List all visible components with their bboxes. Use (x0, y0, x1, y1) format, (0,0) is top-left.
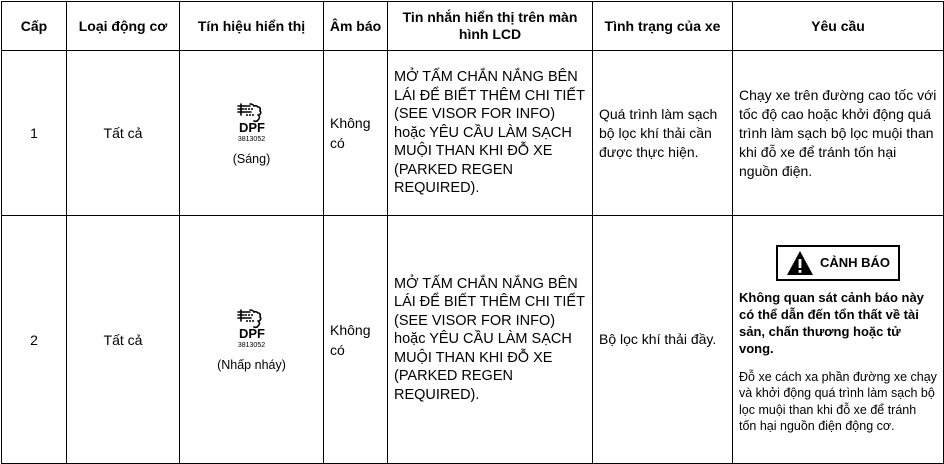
row-sound: Không có (324, 216, 388, 464)
row-status: Bộ lọc khí thải đầy. (593, 216, 733, 464)
warning-bold-text: Không quan sát cảnh báo này có thể dẫn đến tổn thất về tài sản, chấn thương hoặc tử vong. (739, 289, 924, 356)
row-engine: Tất cả (67, 216, 180, 464)
row-level: 2 (2, 216, 67, 464)
dpf-icon (228, 307, 276, 350)
row-lcd: MỞ TẤM CHẮN NẮNG BÊN LÁI ĐỂ BIẾT THÊM CHI TIẾT (SEE VISOR FOR INFO) hoặc YÊU CẦU LÀM SẠCH MUỘI THAN KHI ĐỖ XE (PARKED REGEN REQUIRED). (388, 216, 593, 464)
warning-triangle-icon (786, 250, 814, 276)
header-signal: Tín hiệu hiển thị (180, 2, 324, 51)
dpf-icon-label: DPF (238, 119, 265, 135)
row-request: Chạy xe trên đường cao tốc với tốc độ cao hoặc khởi động quá trình làm sạch bộ lọc muội than khi đỗ xe để tránh tốn hại nguồn điện. (733, 51, 944, 216)
warning-table (1, 1, 944, 464)
warning-instruction: Đỗ xe cách xa phần đường xe chạy và khởi động quá trình làm sạch bộ lọc muội than khi đỗ xe để tránh tốn hại nguồn điện động cơ. (739, 369, 937, 433)
warning-box (776, 245, 900, 281)
row-status: Quá trình làm sạch bộ lọc khí thải cần được thực hiện. (593, 51, 733, 216)
row-level: 1 (2, 51, 67, 216)
dpf-icon (228, 101, 276, 144)
header-engine: Loại động cơ (67, 2, 180, 51)
signal-state: (Sáng) (232, 151, 271, 166)
table-row (2, 216, 944, 464)
header-lcd: Tin nhắn hiển thị trên màn hình LCD (388, 2, 593, 51)
row-signal (180, 216, 324, 464)
row-sound: Không có (324, 51, 388, 216)
signal-state: (Nhấp nháy) (217, 358, 286, 372)
header-request: Yêu cầu (733, 2, 944, 51)
row-engine: Tất cả (67, 51, 180, 216)
dpf-code: 3813052 (237, 135, 266, 143)
header-row (2, 2, 944, 51)
header-level: Cấp (2, 2, 67, 51)
header-status: Tình trạng của xe (593, 2, 733, 51)
dpf-icon-label: DPF (238, 326, 265, 341)
table-row (2, 51, 944, 216)
dpf-code: 3813052 (237, 342, 266, 349)
warning-label: CẢNH BÁO (819, 255, 891, 270)
row-signal (180, 51, 324, 216)
row-lcd: MỞ TẤM CHẮN NẮNG BÊN LÁI ĐỂ BIẾT THÊM CHI TIẾT (SEE VISOR FOR INFO) hoặc YÊU CẦU LÀM SẠCH MUỘI THAN KHI ĐỖ XE (PARKED REGEN REQUIRED). (388, 51, 593, 216)
header-sound: Âm báo (324, 2, 388, 51)
row-request (733, 216, 944, 464)
